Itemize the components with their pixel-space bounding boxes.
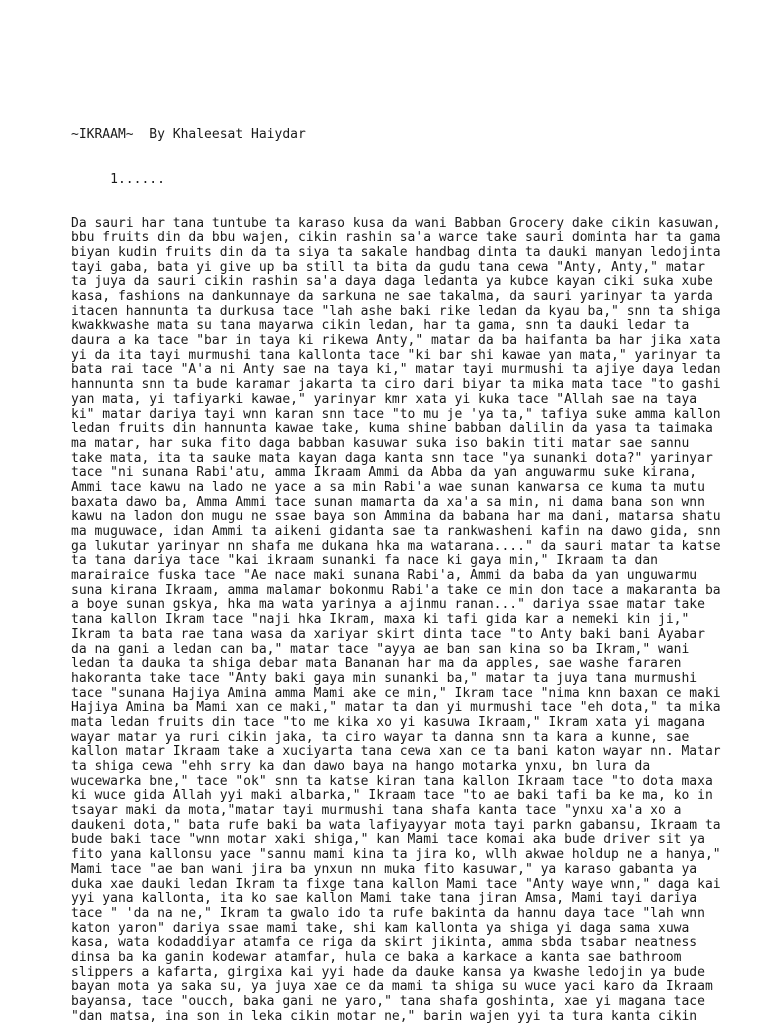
story-line: bude baki tace "wnn motar xaki shiga," kan Mami tace komai aka bude driver sit ya [71,832,705,848]
story-line: Da sauri har tana tuntube ta karaso kusa da wani Babban Grocery dake cikin kasuwan, [71,215,721,231]
story-line: baxata dawo ba, Amma Ammi tace sunan mamarta da xa'a sa min, ni dama bana son wnn [71,494,705,510]
story-line: Ikram ta bata rae tana wasa da xariyar skirt dinta tace "to Anty baki bani Ayabar [71,626,705,642]
story-line: dinsa ba ka ganin kodewar atamfar, hula ce baka a karkace a kanta sae bathroom [71,949,682,965]
story-line: ta shiga cewa "ehh srry ka dan dawo baya na hango motarka ynxu, bn lura da [71,759,651,775]
story-line: ta juya da sauri cikin rashin sa'a daya daga ledanta ya kubce kayan ciki suka xube [71,274,713,290]
story-line: daura a ka tace "bar in taya ki rikewa Anty," matar da ba haifanta ba har jika xata [71,333,721,349]
story-line: kasa, wata kodaddiyar atamfa ce riga da skirt jikinta, amma sbda tsabar neatness [71,935,698,951]
chapter-number: 1...... [71,171,165,187]
story-line: mata ledan fruits din tace "to me kika xo yi kasuwa Ikraam," Ikram xata yi magana [71,714,705,730]
story-line: bayan mota ya saka su, ya juya xae ce da mami ta shiga su wuce yaci karo da Ikraam [71,979,713,995]
story-line: wucewarka bne," tace "ok" snn ta katse kiran tana kallon Ikraam tace "to dota maxa [71,773,713,789]
story-line: ledan ta dauka ta shiga debar mata Bananan har ma da apples, sae washe fararen [71,656,682,672]
story-line: ki wuce gida Allah yyi maki albarka," Ikraam tace "to ae baki tafi ba ke ma, ko in [71,788,713,804]
story-line: daukeni dota," bata rufe baki ba wata lafiyayyar mota tayi parkn gabansu, Ikraam ta [71,817,721,833]
story-line: tana kallon Ikram tace "naji hka Ikram, maxa ki tafi gida kar a nemeki kin ji," [71,612,690,628]
story-line: duka xae dauki ledan Ikram ta fixge tana kallon Mami tace "Anty waye wnn," daga kai [71,876,721,892]
story-line: tsayar maki da mota,"matar tayi murmushi tana shafa kanta tace "ynxu xa'a xo a [71,803,682,819]
story-line: kwakkwashe mata su tana mayarwa cikin ledan, har ta gama, snn ta dauki ledar ta [71,318,690,334]
story-line: marairaice fuska tace "Ae nace maki sunana Rabi'a, Ammi da baba da yan unguwarmu [71,568,698,584]
document-body [71,99,751,1024]
story-line: tayi gaba, bata yi give up ba still ta bita da gudu tana cewa "Anty, Anty," matar [71,259,705,275]
story-line: wayar matar ya ruri cikin jaka, ta ciro wayar ta danna snn ta kara a kunne, sae [71,729,690,745]
story-line: "dan matsa, ina son in leka cikin motar ne," barin wajen yyi ta tura kanta cikin [71,1008,698,1024]
story-line: kawu na ladon don mugu ne ssae baya son Ammina da babana har ma dani, matarsa shatu [71,509,721,525]
story-line: ki" matar dariya tayi wnn karan snn tace "to mu je 'ya ta," tafiya suke amma kallon [71,406,721,422]
story-line: slippers a kafarta, girgixa kai yyi hade da dauke kansa ya kwashe ledojin ya bude [71,964,705,980]
story-line: take mata, ita ta sauke mata kayan daga kanta snn tace "ya sunanki dota?" yarinyar [71,450,713,466]
story-text [71,217,751,1024]
story-line: hakoranta take tace "Anty baki gaya min sunanki ba," matar ta juya tana murmushi [71,670,698,686]
story-line: ma muguwace, idan Ammi ta aikeni gidanta sae ta rankwasheni kafin na dawo gida, snn [71,524,721,540]
story-line: tace "sunana Hajiya Amina amma Mami ake ce min," Ikram tace "nima knn baxan ce maki [71,685,721,701]
story-line: bayansa, tace "oucch, baka gani ne yaro," tana shafa goshinta, xae yi magana tace [71,994,705,1010]
story-line: hannunta snn ta bude karamar jakarta ta ciro dari biyar ta mika mata tace "to gashi [71,377,721,393]
story-line: da na gani a ledan can ba," matar tace "ayya ae ban san kina so ba Ikram," wani [71,641,690,657]
document-title: ~IKRAAM~ By Khaleesat Haiydar [71,127,306,143]
story-line: itacen hannunta ta durkusa tace "lah ashe baki rike ledan da kyau ba," snn ta shiga [71,303,721,319]
story-line: ma matar, har suka fito daga babban kasuwar suka iso bakin titi matar sae sannu [71,435,690,451]
story-line: Ammi tace kawu na lado ne yace a sa min Rabi'a wae sunan kanwarsa ce kuma ta mutu [71,479,705,495]
story-line: ta tana dariya tace "kai ikraam sunanki fa nace ki gaya min," Ikraam ta dan [71,553,658,569]
story-line: yan mata, yi tafiyarki kawae," yarinyar kmr xata yi kuka tace "Allah sae na taya [71,391,698,407]
story-line: kallon matar Ikraam take a xuciyarta tana cewa xan ce ta bani katon wayar nn. Matar [71,744,721,760]
story-line: katon yaron" dariya ssae mami take, shi kam kallonta ya shiga yi daga sama xuwa [71,920,690,936]
story-line: bbu fruits din da bbu wajen, cikin rashin sa'a warce take sauri dominta har ta gama [71,230,721,246]
story-line: ga lukutar yarinyar nn shafa me dukana hka ma watarana...." da sauri matar ta katse [71,538,721,554]
story-line: a boye sunan gskya, hka ma wata yarinya a ajinmu ranan..." dariya ssae matar take [71,597,705,613]
story-line: tace " 'da na ne," Ikram ta gwalo ido ta rufe bakinta da hannu daya tace "lah wnn [71,905,705,921]
story-line: biyan kudin fruits din da ta siya ta sakale handbag dinta ta dauki manyan ledojinta [71,244,721,260]
story-line: fito yana kallonsu yace "sannu mami kina ta jira ko, wllh akwae holdup ne a hanya," [71,847,721,863]
story-line: tace "ni sunana Rabi'atu, amma Ikraam Ammi da Abba da yan anguwarmu suke kirana, [71,465,698,481]
story-line: yyi yana kallonta, ita ko sae kallon Mami take tana jiran Amsa, Mami tayi dariya [71,891,698,907]
story-line: yi da ita tayi murmushi tana kallonta tace "ki bar shi kawae yan mata," yarinyar ta [71,347,721,363]
story-line: kasa, fashions na dankunnaye da sarkuna ne sae takalma, da sauri yarinyar ta yarda [71,289,713,305]
story-line: bata rai tace "A'a ni Anty sae na taya ki," matar tayi murmushi ta ajiye daya ledan [71,362,721,378]
story-line: ledan fruits din hannunta kawae take, kuma shine babban dalilin da yasa ta taimaka [71,421,713,437]
story-line: Hajiya Amina ba Mami xan ce maki," matar ta dan yi murmushi tace "eh dota," ta mika [71,700,721,716]
story-line: suna kirana Ikraam, amma malamar bokonmu Rabi'a take ce min don tace a makaranta ba [71,582,721,598]
story-line: Mami tace "ae ban wani jira ba ynxun nn muka fito kasuwar," ya karaso gabanta ya [71,861,698,877]
